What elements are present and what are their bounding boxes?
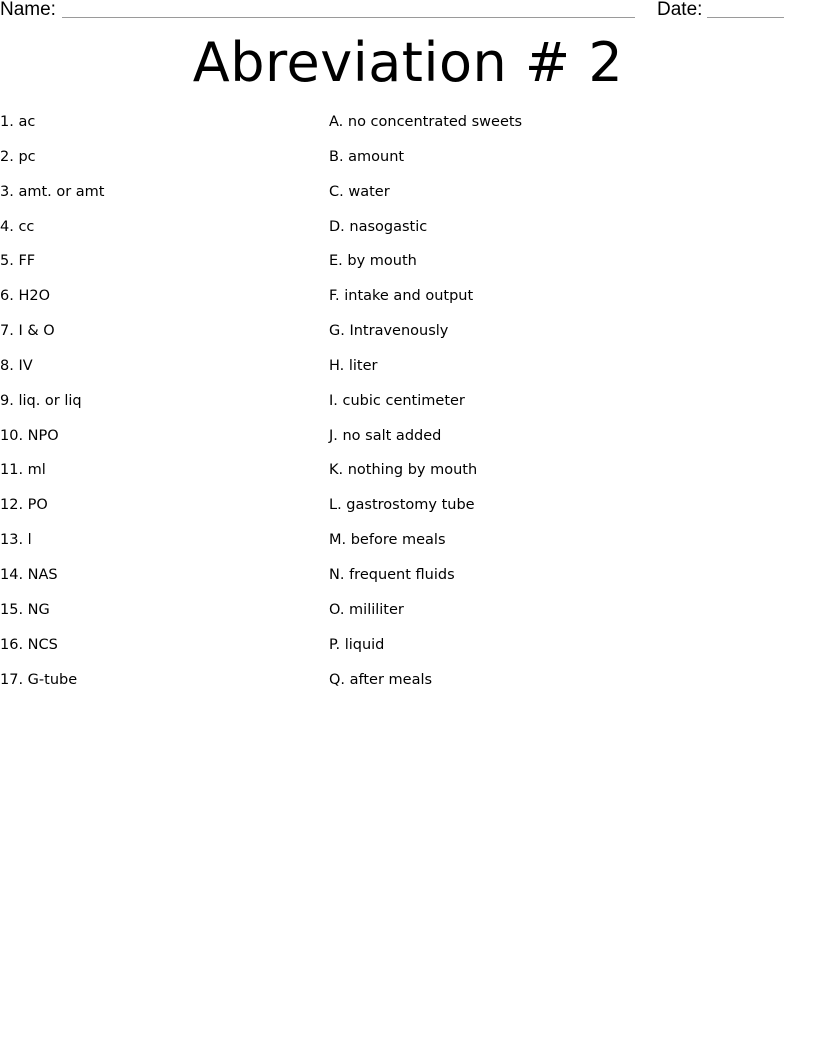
term-item: 14. NAS xyxy=(0,566,58,583)
name-field-line[interactable] xyxy=(62,17,635,18)
header xyxy=(0,0,816,24)
term-item: 6. H2O xyxy=(0,288,50,305)
definition-item: Q. after meals xyxy=(329,671,433,688)
terms-list xyxy=(0,111,105,703)
term-item: 1. ac xyxy=(0,114,36,130)
term-item: 11. ml xyxy=(0,462,46,479)
definition-item: F. intake and output xyxy=(329,288,474,305)
date-field-line[interactable] xyxy=(707,17,784,18)
definition-item: L. gastrostomy tube xyxy=(329,497,475,514)
definition-item: J. no salt added xyxy=(329,427,442,444)
term-item: 13. l xyxy=(0,532,32,549)
term-item: 12. PO xyxy=(0,497,48,514)
definition-item: G. Intravenously xyxy=(329,323,449,340)
definition-item: E. by mouth xyxy=(329,253,417,270)
term-item: 4. cc xyxy=(0,218,35,235)
term-item: 10. NPO xyxy=(0,427,59,444)
term-item: 3. amt. or amt xyxy=(0,183,105,200)
definition-item: O. mililiter xyxy=(329,601,404,618)
term-item: 5. FF xyxy=(0,253,36,270)
name-label: Name: xyxy=(0,0,56,20)
definition-item: M. before meals xyxy=(329,532,446,549)
term-item: 17. G-tube xyxy=(0,671,78,688)
term-item: 9. liq. or liq xyxy=(0,392,82,409)
page-title: Abreviation # 2 xyxy=(192,31,624,94)
definition-item: N. frequent fluids xyxy=(329,566,455,583)
definition-item: B. amount xyxy=(329,148,405,165)
definition-item: P. liquid xyxy=(329,636,385,653)
definitions-list xyxy=(329,111,522,703)
definition-item: D. nasogastic xyxy=(329,218,428,235)
definition-item: H. liter xyxy=(329,357,378,374)
definition-item: C. water xyxy=(329,183,390,200)
term-item: 8. IV xyxy=(0,357,33,374)
date-label: Date: xyxy=(657,0,703,20)
definition-item: I. cubic centimeter xyxy=(329,392,465,409)
definition-item: K. nothing by mouth xyxy=(329,462,478,479)
definition-item: A. no concentrated sweets xyxy=(329,114,523,130)
term-item: 15. NG xyxy=(0,601,50,618)
term-item: 7. I & O xyxy=(0,323,55,340)
term-item: 16. NCS xyxy=(0,636,58,653)
term-item: 2. pc xyxy=(0,148,36,165)
